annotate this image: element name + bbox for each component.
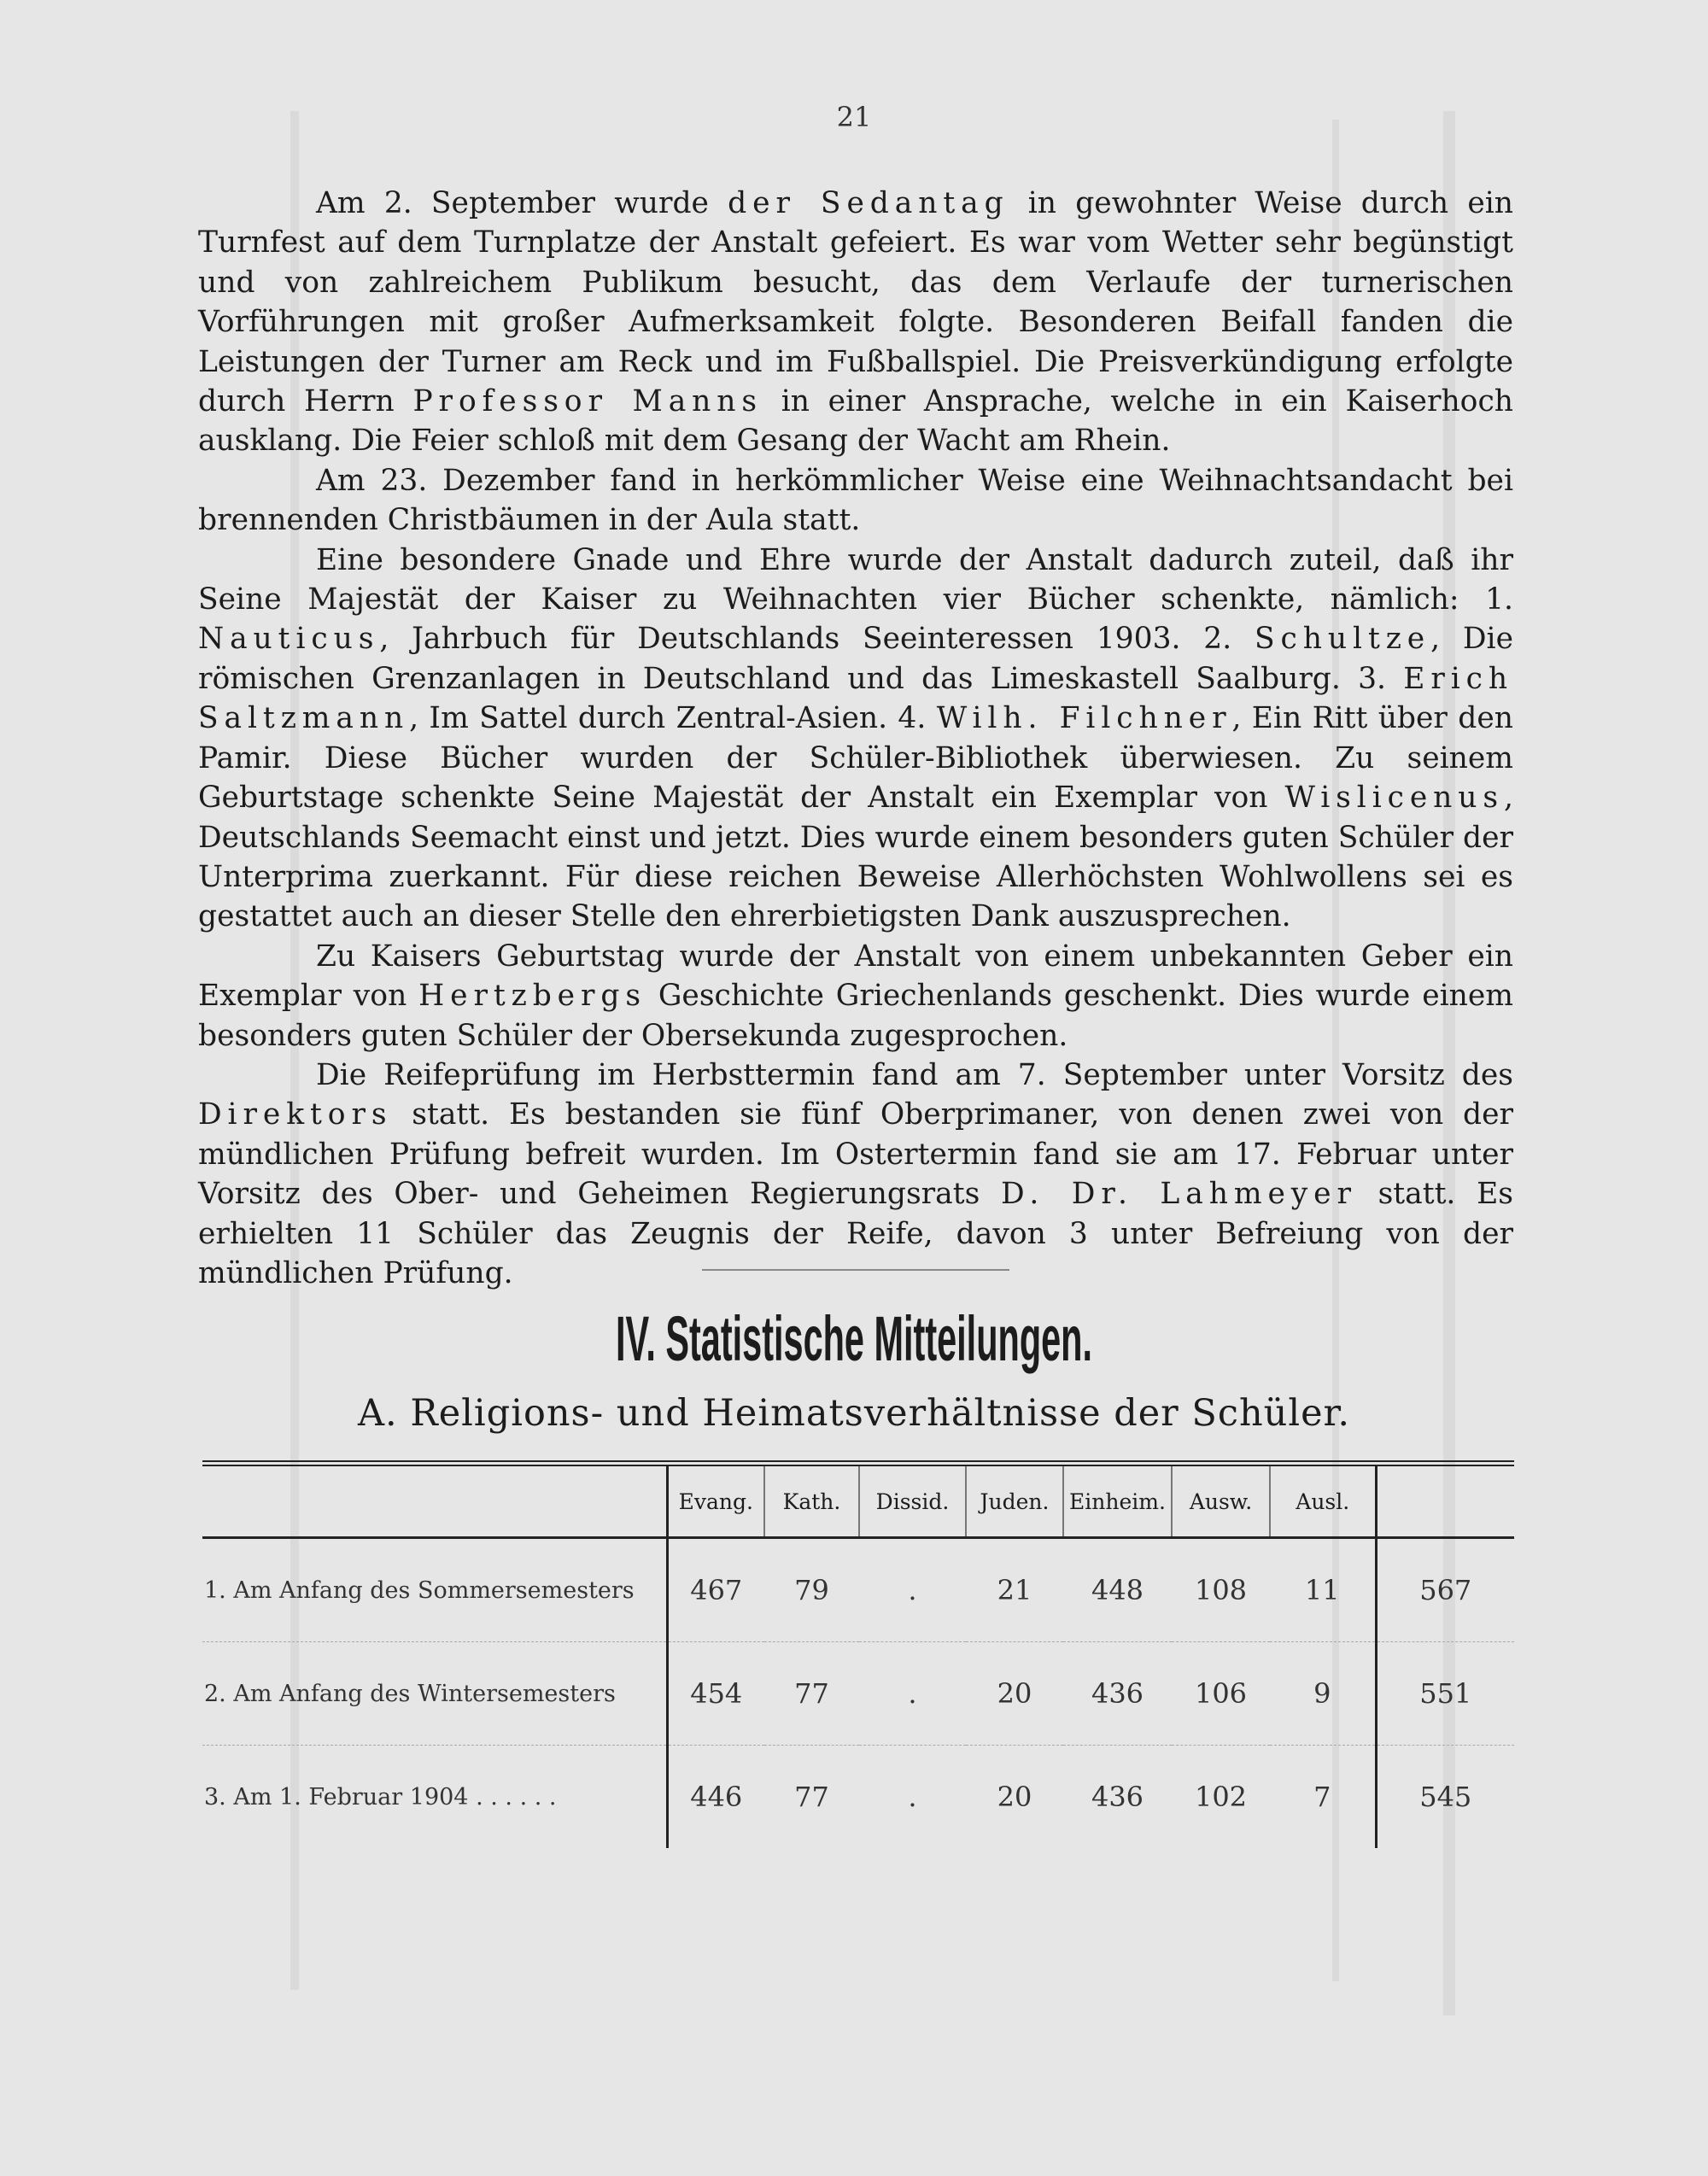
text-run: Geschichte Griechenlands geschenkt. Dies wurde einem besonders guten Schüler der Obersekunda zugesprochen.: [198, 979, 1513, 1053]
column-header: Ausw.: [1172, 1464, 1270, 1538]
spaced-name: Erich Saltzmann: [198, 661, 1513, 736]
text-run: in einer Ansprache, welche in ein Kaiserhoch ausklang. Die Feier schloß mit dem Gesang der Wacht am Rhein.: [198, 384, 1513, 459]
spaced-name: Wilh. Filchner: [936, 701, 1232, 736]
text-run: Die Reifeprüfung im Herbsttermin fand am 7. September unter Vorsitz des: [316, 1057, 1513, 1092]
column-header: Juden.: [966, 1464, 1063, 1538]
cell: 102: [1172, 1746, 1270, 1849]
spaced-name: der Sedantag: [728, 186, 1009, 220]
statistics-table: [202, 1460, 1514, 1848]
cell: 20: [966, 1642, 1063, 1746]
section-divider: [702, 1269, 1009, 1271]
header-corner: [202, 1464, 667, 1538]
spaced-name: Direktors: [198, 1097, 393, 1132]
spaced-name: D. Dr. Lahmeyer: [1000, 1177, 1357, 1212]
subsection-heading: A. Religions- und Heimatsverhältnisse der Schüler.: [357, 1392, 1351, 1435]
table-row: [202, 1538, 1514, 1642]
text-run: , Deutschlands Seemacht einst und jetzt. Dies wurde einem besonders guten Schüler der Unterprima zuerkannt. Für diese reichen Beweise Allerhöchsten Wohlwollens sei es gestattet auch an dieser Stelle den ehrerbietigsten Dank auszusprechen.: [198, 781, 1513, 934]
text-run: Zu Kaisers Geburtstag wurde der Anstalt von einem unbekannten Geber ein Exemplar von: [198, 939, 1513, 1014]
cell: 77: [764, 1642, 859, 1746]
cell: 11: [1270, 1538, 1376, 1642]
column-header: Kath.: [764, 1464, 859, 1538]
spaced-name: Professor Manns: [412, 384, 763, 419]
paragraph: [198, 1056, 1513, 1293]
text-run: , Jahrbuch für Deutschlands Seeinteressen 1903. 2.: [379, 622, 1255, 657]
table-row: [202, 1642, 1514, 1746]
page-number: 21: [836, 101, 872, 133]
column-header: Dissid.: [859, 1464, 966, 1538]
column-header: Evang.: [667, 1464, 764, 1538]
column-header: Ausl.: [1270, 1464, 1376, 1538]
spaced-name: Schultze: [1255, 622, 1431, 657]
body-text: [198, 184, 1513, 1293]
cell: 79: [794, 1574, 829, 1606]
cell: 106: [1172, 1642, 1270, 1746]
cell: .: [908, 1574, 917, 1606]
row-total: 567: [1419, 1574, 1472, 1606]
spaced-name: Nauticus: [198, 622, 380, 657]
row-total: 551: [1376, 1642, 1514, 1746]
paragraph: [198, 937, 1513, 1056]
row-label: 3. Am 1. Februar 1904 . . . . . .: [202, 1746, 667, 1849]
cell: 21: [997, 1574, 1032, 1606]
cell: 454: [667, 1642, 764, 1746]
section-heading: IV. Statistische Mitteilungen.: [615, 1303, 1093, 1374]
cell: 20: [966, 1746, 1063, 1849]
spaced-name: Wislicenus: [1284, 781, 1505, 816]
text-run: Am 23. Dezember fand in herkömmlicher Weise eine Weihnachtsandacht bei brennenden Christbäumen in der Aula statt.: [198, 463, 1513, 538]
text-run: , Im Sattel durch Zentral-Asien. 4.: [409, 701, 937, 736]
paragraph: [198, 461, 1513, 541]
column-header: Einheim.: [1063, 1464, 1172, 1538]
paragraph: [198, 541, 1513, 937]
cell: .: [859, 1746, 966, 1849]
spaced-name: Hertzbergs: [418, 979, 646, 1014]
text-run: statt. Es bestanden sie fünf Oberprimaner, von denen zwei von der mündlichen Prüfung befreit wurden. Im Ostertermin fand sie am 17. Februar unter Vorsitz des Ober- und Geheimen Regierungsrats: [198, 1097, 1513, 1212]
cell: 77: [764, 1746, 859, 1849]
cell: 436: [1063, 1746, 1172, 1849]
text-run: , Die römischen Grenzanlagen in Deutschland und das Limeskastell Saalburg. 3.: [198, 622, 1513, 696]
text-run: Am 2. September wurde: [316, 186, 728, 220]
cell: 7: [1270, 1746, 1376, 1849]
cell: 108: [1194, 1574, 1248, 1606]
row-total: 545: [1376, 1746, 1514, 1849]
cell: 448: [1091, 1574, 1144, 1606]
text-run: in gewohnter Weise durch ein Turnfest auf dem Turnplatze der Anstalt gefeiert. Es war vom Wetter sehr begünstigt und von zahlreichem Publikum besucht, das dem Verlaufe der turnerischen Vorführungen mit großer Aufmerksamkeit folgte. Besonderen Beifall fanden die Leistungen der Turner am Reck und im Fußballspiel. Die Preisverkündigung erfolgte durch Herrn: [198, 186, 1513, 419]
text-run: , Ein Ritt über den Pamir. Diese Bücher wurden der Schüler-Bibliothek überwiesen. Zu seinem Geburtstage schenkte Seine Majestät der Anstalt ein Exemplar von: [198, 701, 1513, 816]
paragraph: [198, 184, 1513, 461]
text-run: statt. Es erhielten 11 Schüler das Zeugnis der Reife, davon 3 unter Befreiung von der mündlichen Prüfung.: [198, 1177, 1513, 1290]
table-row: [202, 1746, 1514, 1849]
cell: 436: [1063, 1642, 1172, 1746]
cell: 467: [667, 1538, 764, 1642]
table-header-row: [202, 1464, 1514, 1538]
cell: 446: [667, 1746, 764, 1849]
cell: 9: [1270, 1642, 1376, 1746]
cell: .: [859, 1642, 966, 1746]
statistics-table-wrapper: [202, 1460, 1514, 1848]
header-total: [1376, 1464, 1514, 1538]
row-label: 1. Am Anfang des Sommersemesters: [204, 1576, 635, 1604]
text-run: Eine besondere Gnade und Ehre wurde der Anstalt dadurch zuteil, daß ihr Seine Majestät der Kaiser zu Weihnachten vier Bücher schenkte, nämlich: 1.: [198, 542, 1513, 617]
row-label: 2. Am Anfang des Wintersemesters: [202, 1642, 667, 1746]
